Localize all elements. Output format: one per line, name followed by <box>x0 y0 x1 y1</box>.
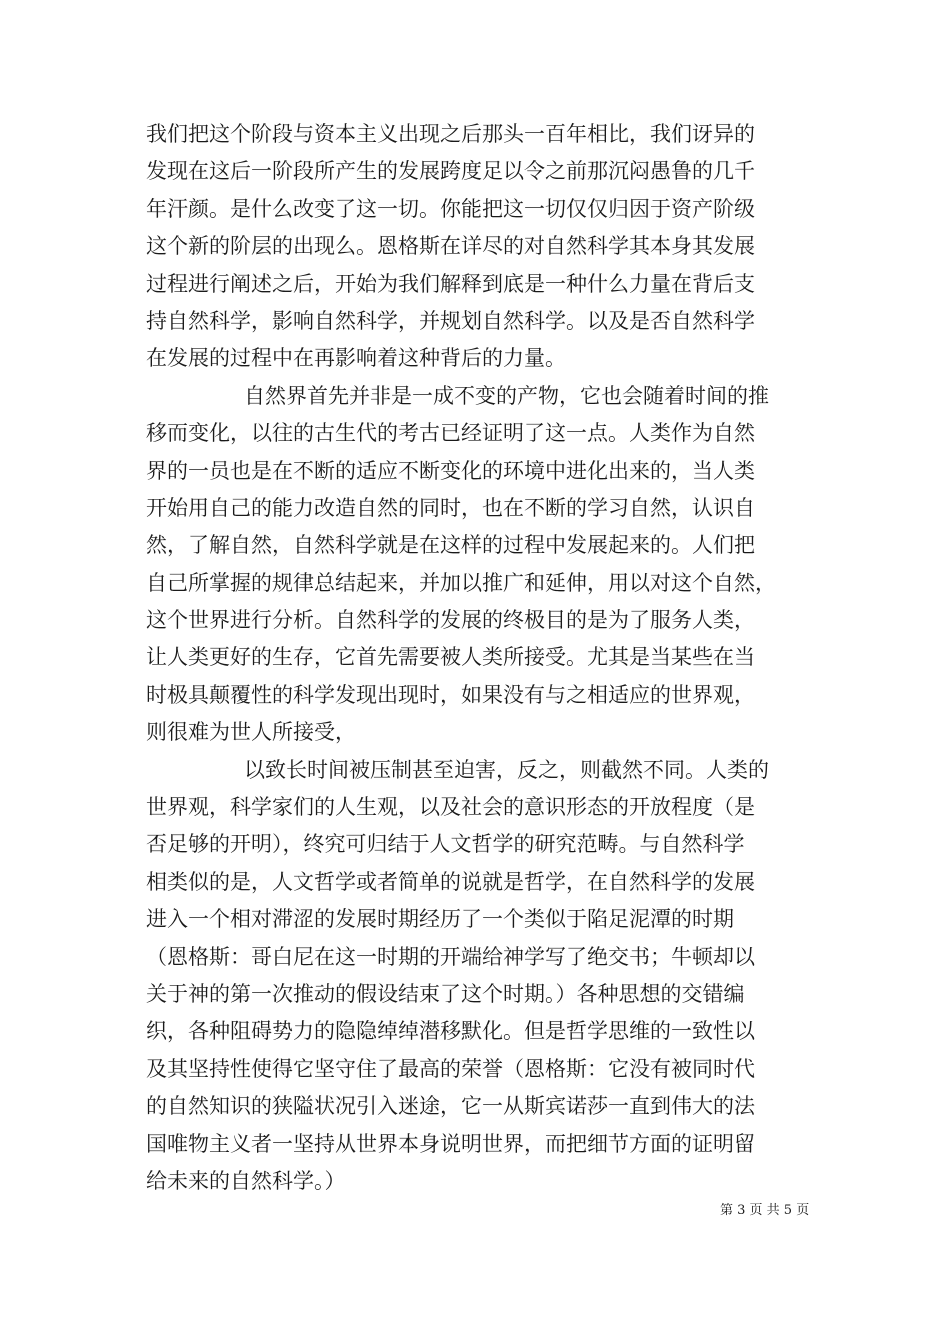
text-line: 以致长时间被压制甚至迫害，反之，则截然不同。人类的 <box>244 757 769 782</box>
text-line: 移而变化，以往的古生代的考古已经证明了这一点。人类作为自然 <box>146 421 755 446</box>
text-line: 让人类更好的生存，它首先需要被人类所接受。尤其是当某些在当 <box>146 645 755 670</box>
text-line: 这个世界进行分析。自然科学的发展的终极目的是为了服务人类， <box>146 608 755 633</box>
text-line: 否足够的开明），终究可归结于人文哲学的研究范畴。与自然科学 <box>146 832 745 857</box>
text-line: 自己所掌握的规律总结起来，并加以推广和延伸，用以对这个自然， <box>146 570 776 595</box>
text-line: 这个新的阶层的出现么。恩格斯在详尽的对自然科学其本身其发展 <box>146 234 755 259</box>
text-line: 国唯物主义者一坚持从世界本身说明世界，而把细节方面的证明留 <box>146 1131 755 1156</box>
text-line: 开始用自己的能力改造自然的同时，也在不断的学习自然，认识自 <box>146 495 755 520</box>
page-number-footer: 第 3 页 共 5 页 <box>720 1203 810 1218</box>
text-line: 年汗颜。是什么改变了这一切。你能把这一切仅仅归因于资产阶级 <box>146 196 755 221</box>
text-line: 然，了解自然，自然科学就是在这样的过程中发展起来的。人们把 <box>146 533 755 558</box>
text-line: 时极具颠覆性的科学发现出现时，如果没有与之相适应的世界观， <box>146 682 755 707</box>
text-line: 给未来的自然科学。） <box>146 1168 346 1193</box>
text-line: 织，各种阻碍势力的隐隐绰绰潜移默化。但是哲学思维的一致性以 <box>146 1019 755 1044</box>
text-line: 持自然科学，影响自然科学，并规划自然科学。以及是否自然科学 <box>146 308 755 333</box>
text-line: 关于神的第一次推动的假设结束了这个时期。）各种思想的交错编 <box>146 981 745 1006</box>
text-line: （恩格斯：哥白尼在这一时期的开端给神学写了绝交书；牛顿却以 <box>146 944 755 969</box>
text-line: 我们把这个阶段与资本主义出现之后那头一百年相比，我们讶异的 <box>146 122 755 146</box>
text-line: 则很难为世人所接受， <box>146 720 356 745</box>
text-line: 世界观，科学家们的人生观，以及社会的意识形态的开放程度（是 <box>146 795 755 820</box>
text-line: 相类似的是，人文哲学或者简单的说就是哲学，在自然科学的发展 <box>146 869 755 894</box>
text-line: 在发展的过程中在再影响着这种背后的力量。 <box>146 346 566 371</box>
text-line: 的自然知识的狭隘状况引入迷途，它一从斯宾诺莎一直到伟大的法 <box>146 1094 755 1119</box>
text-line: 自然界首先并非是一成不变的产物，它也会随着时间的推 <box>244 383 769 408</box>
text-line: 进入一个相对滞涩的发展时期经历了一个类似于陷足泥潭的时期 <box>146 907 734 932</box>
body-text <box>146 116 818 1200</box>
text-line: 过程进行阐述之后，开始为我们解释到底是一种什么力量在背后支 <box>146 271 755 296</box>
text-line: 发现在这后一阶段所产生的发展跨度足以令之前那沉闷愚鲁的几千 <box>146 159 755 184</box>
text-line: 及其坚持性使得它坚守住了最高的荣誉（恩格斯：它没有被同时代 <box>146 1056 755 1081</box>
text-line: 界的一员也是在不断的适应不断变化的环境中进化出来的，当人类 <box>146 458 755 483</box>
